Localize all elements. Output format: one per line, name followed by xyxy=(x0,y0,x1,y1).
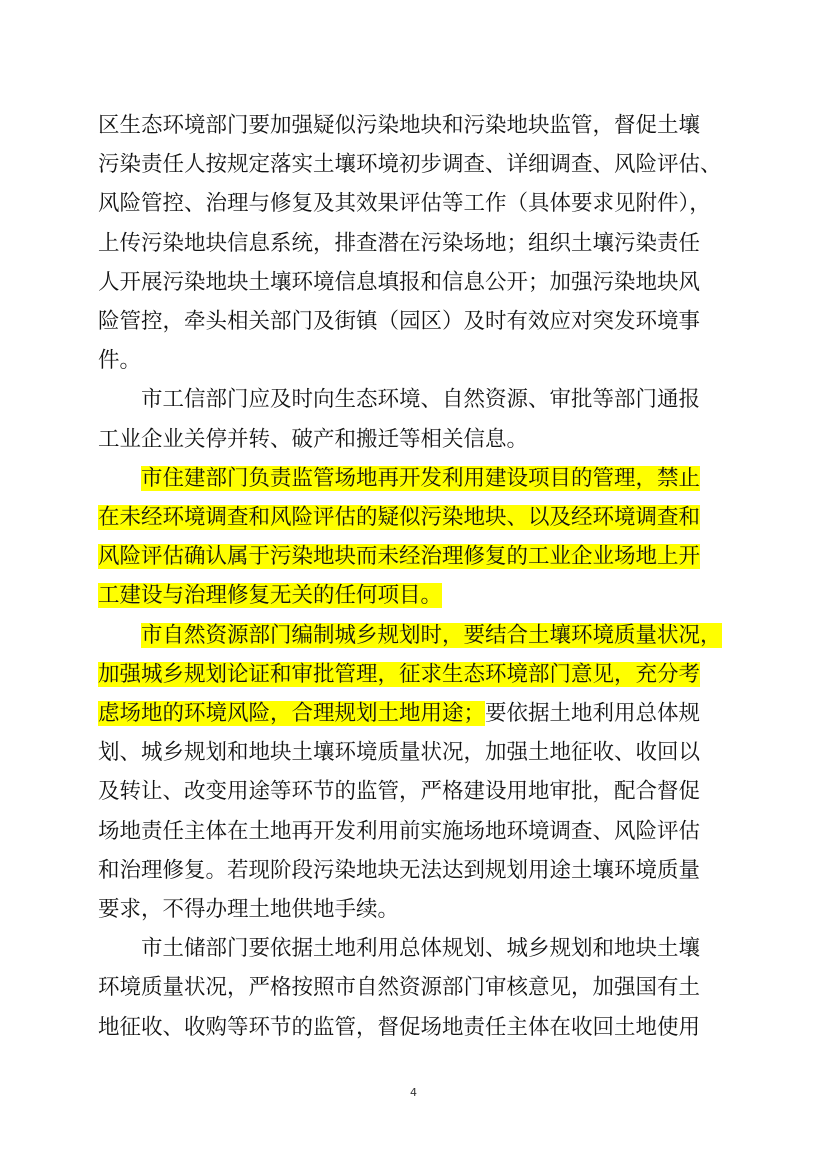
text-line xyxy=(98,891,738,929)
highlighted-text: 加强城乡规划论证和审批管理，征求生态环境部门意见，充分考 xyxy=(98,661,701,687)
text-segment: 要求，不得办理土地供地手续。 xyxy=(98,897,400,922)
text-segment: 划、城乡规划和地块土壤环境质量状况，加强土地征收、收回以 xyxy=(98,740,701,766)
highlighted-text: 工建设与治理修复无关的任何项目。 xyxy=(98,583,443,609)
text-segment: 工业企业关停并转、破产和搬迁等相关信息。 xyxy=(98,426,529,452)
text-line xyxy=(98,107,738,145)
text-line xyxy=(98,773,738,811)
text-segment: 环境质量状况，严格按照市自然资源部门审核意见，加强国有土 xyxy=(98,975,701,1001)
text-segment: 及转让、改变用途等环节的监管，严格建设用地审批，配合督促 xyxy=(98,779,701,805)
text-line xyxy=(98,460,738,498)
text-line xyxy=(98,538,738,576)
text-line xyxy=(98,146,738,184)
text-segment: 区生态环境部门要加强疑似污染地块和污染地块监管，督促土壤 xyxy=(98,113,701,138)
text-line xyxy=(98,813,738,851)
text-segment: 险管控，牵头相关部门及街镇（园区）及时有效应对突发环境事 xyxy=(98,309,701,334)
text-line xyxy=(98,185,738,223)
text-segment: 件。 xyxy=(98,348,142,374)
text-segment: 污染责任人按规定落实土壤环境初步调查、详细调查、风险评估、 xyxy=(98,152,722,178)
text-line xyxy=(98,734,738,772)
text-line xyxy=(98,930,738,968)
text-segment: 市工信部门应及时向生态环境、自然资源、审批等部门通报 xyxy=(98,387,701,413)
text-segment: 人开展污染地块土壤环境信息填报和信息公开；加强污染地块风 xyxy=(98,269,701,295)
text-line xyxy=(98,969,738,1007)
text-line xyxy=(98,617,738,655)
text-segment: 地征收、收购等环节的监管，督促场地责任主体在收回土地使用 xyxy=(98,1014,701,1040)
text-segment xyxy=(98,466,141,491)
text-line xyxy=(98,577,738,615)
text-segment: 场地责任主体在土地再开发利用前实施场地环境调查、风险评估 xyxy=(98,818,701,844)
text-line xyxy=(98,264,738,302)
text-line xyxy=(98,499,738,537)
text-segment: 和治理修复。若现阶段污染地块无法达到规划用途土壤环境质量 xyxy=(98,857,701,883)
text-line xyxy=(98,303,738,341)
text-segment: 上传污染地块信息系统，排查潜在污染场地；组织土壤污染责任 xyxy=(98,230,701,256)
text-line xyxy=(98,656,738,694)
text-segment: 要依据土地利用总体规 xyxy=(485,701,701,726)
text-segment: 市土储部门要依据土地利用总体规划、城乡规划和地块土壤 xyxy=(98,936,701,962)
text-line xyxy=(98,1009,738,1047)
text-segment: 风险管控、治理与修复及其效果评估等工作（具体要求见附件）， xyxy=(98,191,711,217)
text-line xyxy=(98,695,738,733)
highlighted-text: 市住建部门负责监管场地再开发利用建设项目的管理，禁止 xyxy=(141,465,701,491)
text-line xyxy=(98,852,738,890)
text-segment xyxy=(98,623,141,648)
highlighted-text: 市自然资源部门编制城乡规划时，要结合土壤环境质量状况， xyxy=(141,622,722,648)
text-line xyxy=(98,225,738,263)
highlighted-text: 在未经环境调查和风险评估的疑似污染地块、以及经环境调查和 xyxy=(98,505,701,530)
text-line xyxy=(98,342,738,380)
page-number: 4 xyxy=(410,1086,417,1099)
highlighted-text: 虑场地的环境风险，合理规划土地用途； xyxy=(98,701,486,726)
text-line xyxy=(98,421,738,459)
text-line xyxy=(98,381,738,419)
highlighted-text: 风险评估确认属于污染地块而未经治理修复的工业企业场地上开 xyxy=(98,544,701,570)
